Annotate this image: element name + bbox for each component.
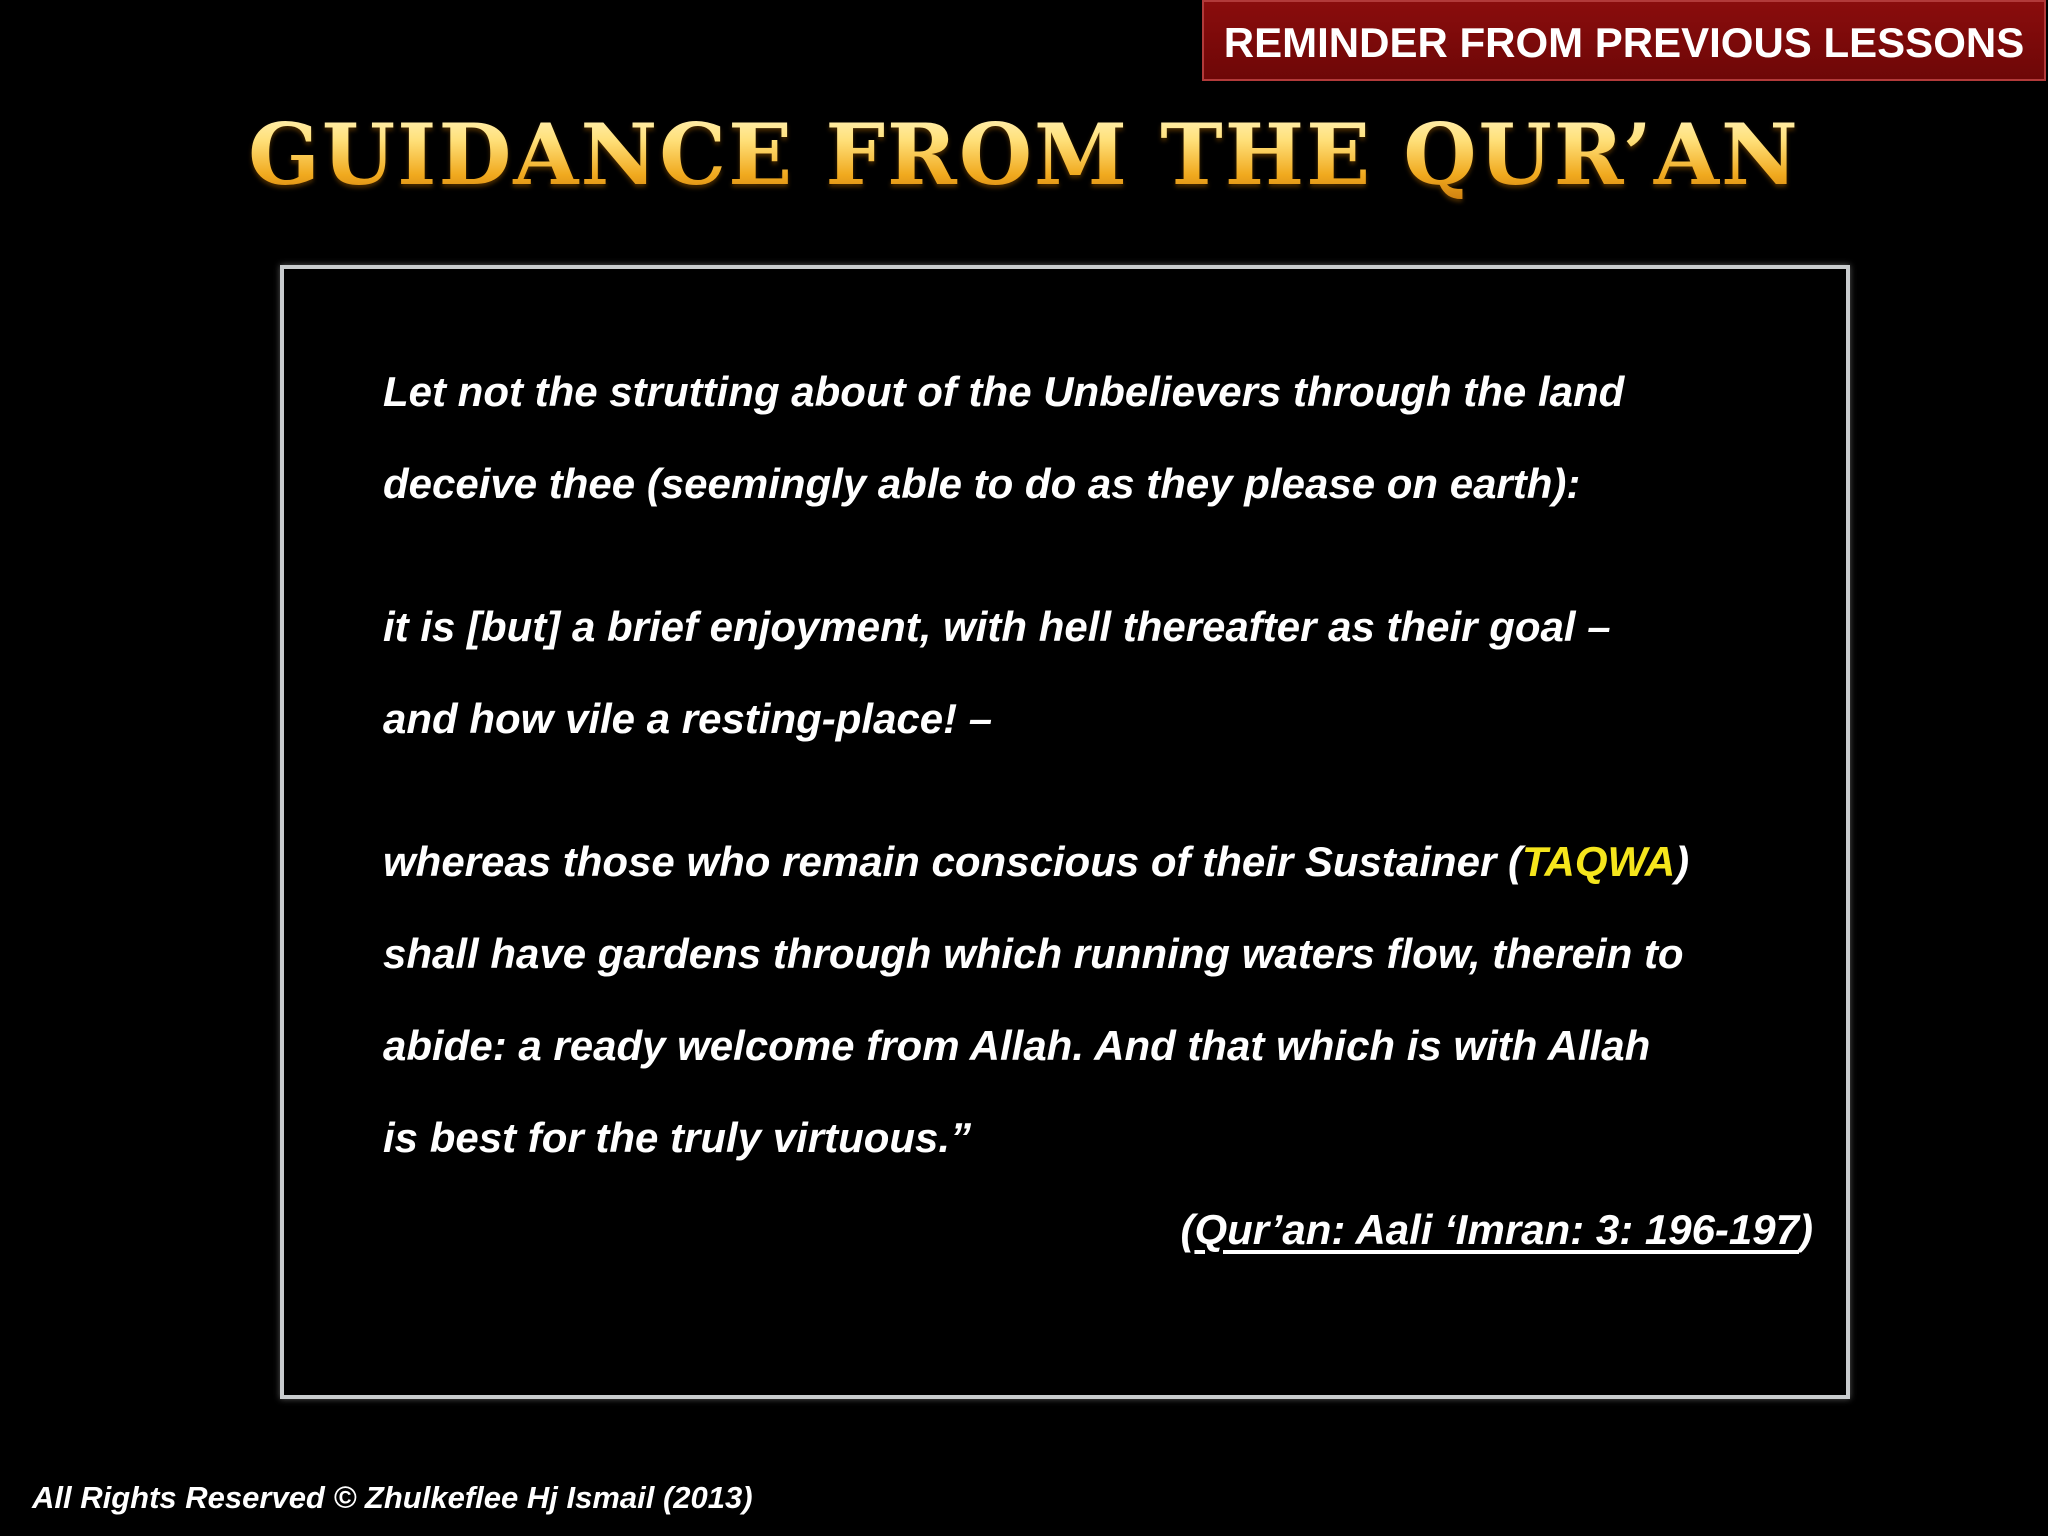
reminder-banner-label: REMINDER FROM PREVIOUS LESSONS (1223, 19, 2025, 66)
quote-line-5 (383, 816, 1689, 908)
reference-text: Qur’an: Aali ‘Imran: 3: 196-197 (1194, 1206, 1799, 1253)
quote-line-6: shall have gardens through which running waters flow, therein to (383, 930, 1684, 977)
quote-reference (383, 1184, 1813, 1276)
copyright-footer: All Rights Reserved © Zhulkeflee Hj Ismail (2013) (32, 1480, 753, 1515)
reference-close-paren: ) (1799, 1206, 1813, 1253)
quote-line-4: and how vile a resting-place! – (383, 695, 993, 742)
quote-line-2: deceive thee (seemingly able to do as they please on earth): (383, 460, 1581, 507)
quote-line-5-start: whereas those who remain conscious of their Sustainer ( (383, 838, 1522, 885)
quote-line-5-end: ) (1675, 838, 1690, 885)
quote-line-8: is best for the truly virtuous.” (383, 1114, 972, 1161)
reference-open-paren: ( (1180, 1206, 1195, 1253)
page-title: GUIDANCE FROM THE QUR’AN (0, 105, 2048, 205)
quote-line-7: abide: a ready welcome from Allah. And that which is with Allah (383, 1022, 1651, 1069)
quote-line-3: it is [but] a brief enjoyment, with hell thereafter as their goal – (383, 603, 1611, 650)
quote-line-1: Let not the strutting about of the Unbelievers through the land (383, 368, 1625, 415)
reminder-banner (1202, 0, 2046, 81)
taqwa-highlight: TAQWA (1521, 838, 1676, 885)
